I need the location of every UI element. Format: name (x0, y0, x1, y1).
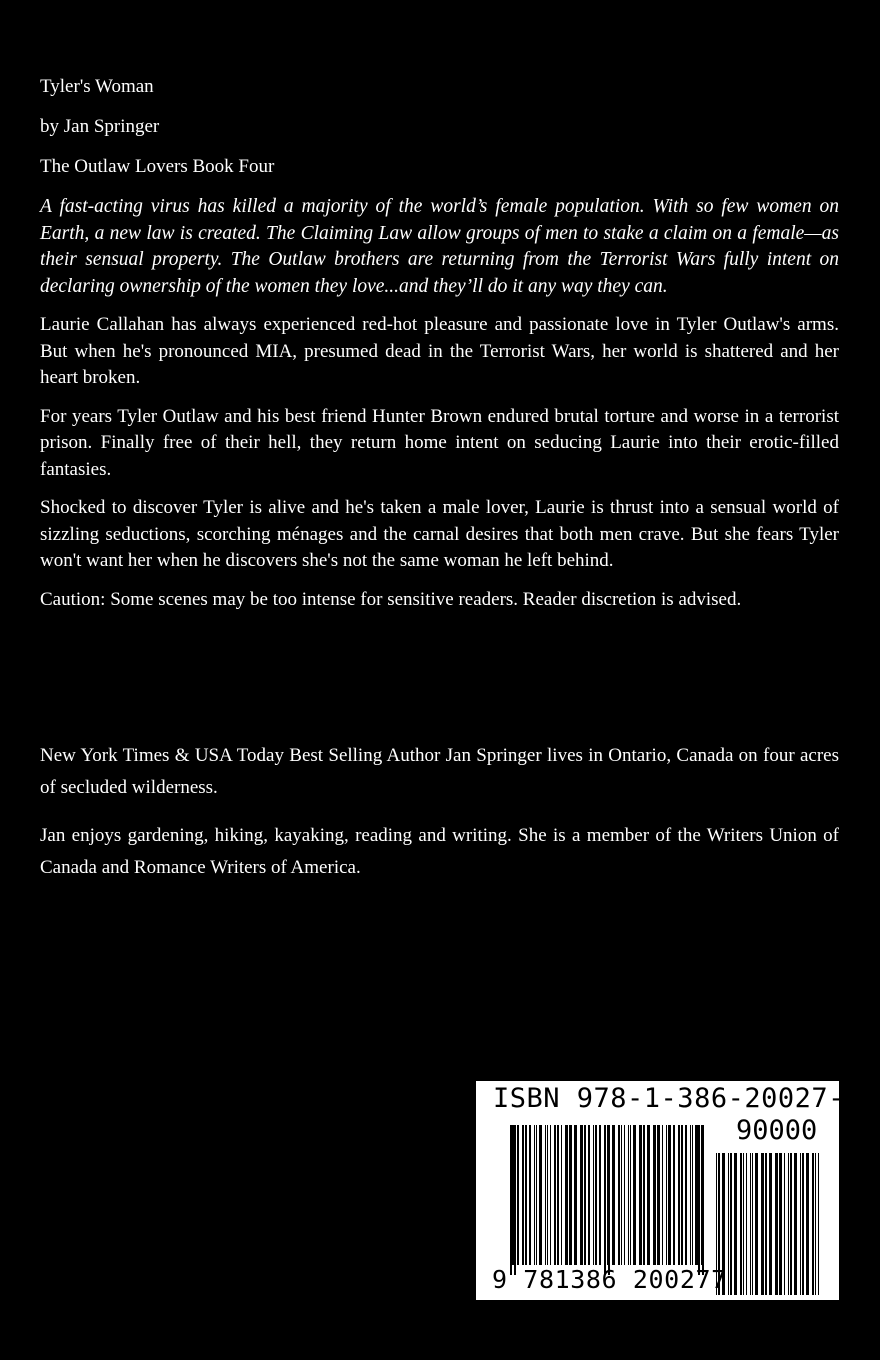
barcode-addon-bar (812, 1153, 814, 1295)
barcode-bar (557, 1125, 559, 1265)
barcode-bar (593, 1125, 594, 1265)
barcode-bar (701, 1125, 702, 1265)
barcode-bar (618, 1125, 620, 1265)
barcode-addon-bar (761, 1153, 764, 1295)
barcode-bar (522, 1125, 524, 1265)
book-series: The Outlaw Lovers Book Four (40, 156, 275, 177)
barcode-bar (668, 1125, 671, 1265)
barcode-addon-bar (728, 1153, 729, 1295)
barcode-guard-bar (698, 1125, 700, 1275)
barcode-bar (599, 1125, 601, 1265)
barcode-bar (621, 1125, 622, 1265)
barcode-addon-bar (806, 1153, 809, 1295)
cover-text-block (40, 74, 839, 625)
barcode-addon-bar (794, 1153, 797, 1295)
barcode-bar (534, 1125, 535, 1265)
barcode-bar (612, 1125, 615, 1265)
barcode-bar (525, 1125, 527, 1265)
barcode-addon-bar (790, 1153, 792, 1295)
author-bio (40, 740, 839, 900)
barcode-addon-bar (765, 1153, 767, 1295)
barcode-bar (639, 1125, 642, 1265)
blurb-intro: A fast-acting virus has killed a majority of the world’s female population. With so few women on Earth, a new law is created. The Claiming Law allow groups of men to stake a claim on a female—as their sensual property. The Outlaw brothers are returning from the Terrorist Wars fully intent on declaring ownership of the women they love...and they’ll do it any way they can. (40, 196, 839, 297)
barcode-addon-bar (734, 1153, 737, 1295)
barcode-bar (647, 1125, 650, 1265)
barcode-bar (690, 1125, 691, 1265)
barcode-addon-bar (788, 1153, 789, 1295)
barcode-bar (643, 1125, 645, 1265)
barcode-addon-bar (743, 1153, 744, 1295)
barcode-addon-bar (755, 1153, 758, 1295)
barcode-bar (561, 1125, 562, 1265)
barcode-bar (584, 1125, 586, 1265)
barcode-addon-bar (815, 1153, 816, 1295)
barcode-guard-bar (702, 1125, 704, 1275)
book-author: by Jan Springer (40, 116, 160, 137)
caution-note: Caution: Some scenes may be too intense for sensitive readers. Reader discretion is advised. (40, 588, 742, 610)
barcode-guard-bar (608, 1125, 610, 1275)
barcode-bar (681, 1125, 683, 1265)
barcode-bar (628, 1125, 629, 1265)
barcode-addon-bar (769, 1153, 772, 1295)
barcode-bar (517, 1125, 519, 1265)
barcode-bar (630, 1125, 631, 1265)
barcode-bar (588, 1125, 590, 1265)
isbn-barcode (476, 1081, 862, 1300)
author-bio-paragraph: New York Times & USA Today Best Selling Author Jan Springer lives in Ontario, Canada on four acres of secluded wilderness. (40, 745, 839, 798)
blurb-paragraph: For years Tyler Outlaw and his best friend Hunter Brown endured brutal torture and worse in a terrorist prison. Finally free of their hell, they return home intent on seducing Laurie into their erotic-filled fantasies. (40, 405, 839, 480)
barcode-bar (595, 1125, 597, 1265)
barcode-bar (554, 1125, 556, 1265)
barcode-addon-bar (775, 1153, 778, 1295)
barcode-bar (565, 1125, 568, 1265)
barcode-addon-bar (740, 1153, 742, 1295)
barcode-bar (678, 1125, 680, 1265)
barcode-bar (695, 1125, 698, 1265)
barcode-bar (550, 1125, 551, 1265)
barcode-bar (653, 1125, 656, 1265)
barcode-bar (662, 1125, 663, 1265)
barcode-addon-bar (800, 1153, 801, 1295)
barcode-bar (536, 1125, 537, 1265)
barcode-bar (685, 1125, 687, 1265)
author-bio-paragraph: Jan enjoys gardening, hiking, kayaking, reading and writing. She is a member of the Writers Union of Canada and Romance Writers of America. (40, 825, 839, 878)
isbn-label: ISBN 978-1-386-20027-7 (493, 1083, 862, 1114)
barcode-bar (569, 1125, 572, 1265)
barcode-bar (692, 1125, 693, 1265)
blurb-paragraph: Shocked to discover Tyler is alive and he's taken a male lover, Laurie is thrust into a sensual world of sizzling seductions, scorching ménages and the carnal desires that both men crave. But she fears Tyler won't want her when he discovers she's not the same woman he left behind. (40, 497, 839, 571)
barcode-bar (657, 1125, 660, 1265)
barcode-guard-bar (514, 1125, 516, 1275)
book-title: Tyler's Woman (40, 76, 154, 97)
barcode-addon-bar (818, 1153, 819, 1295)
barcode-digits: 9 781386 200277 (492, 1265, 727, 1294)
barcode-bar (547, 1125, 548, 1265)
barcode-bar (666, 1125, 667, 1265)
barcode-bar (580, 1125, 583, 1265)
barcode-bar (574, 1125, 577, 1265)
barcode-addon-bar (730, 1153, 732, 1295)
barcode-bar (624, 1125, 625, 1265)
barcode-addon-bar (779, 1153, 782, 1295)
blurb-paragraph: Laurie Callahan has always experienced red-hot pleasure and passionate love in Tyler Outlaw's arms. But when he's pronounced MIA, presumed dead in the Terrorist Wars, her world is shattered and her heart broken. (40, 314, 839, 388)
barcode-bar (529, 1125, 531, 1265)
barcode-bar (673, 1125, 675, 1265)
barcode-addon-bar (784, 1153, 785, 1295)
barcode-guard-bar (604, 1125, 606, 1275)
barcode-bar (633, 1125, 636, 1265)
barcode-addon-bar (802, 1153, 804, 1295)
barcode-addon-bar (750, 1153, 751, 1295)
barcode-addon-bar (746, 1153, 747, 1295)
barcode-bar (539, 1125, 542, 1265)
barcode-guard-bar (510, 1125, 512, 1275)
isbn-addon-price: 90000 (736, 1115, 818, 1146)
barcode-addon-bar (752, 1153, 753, 1295)
barcode-bar (545, 1125, 546, 1265)
